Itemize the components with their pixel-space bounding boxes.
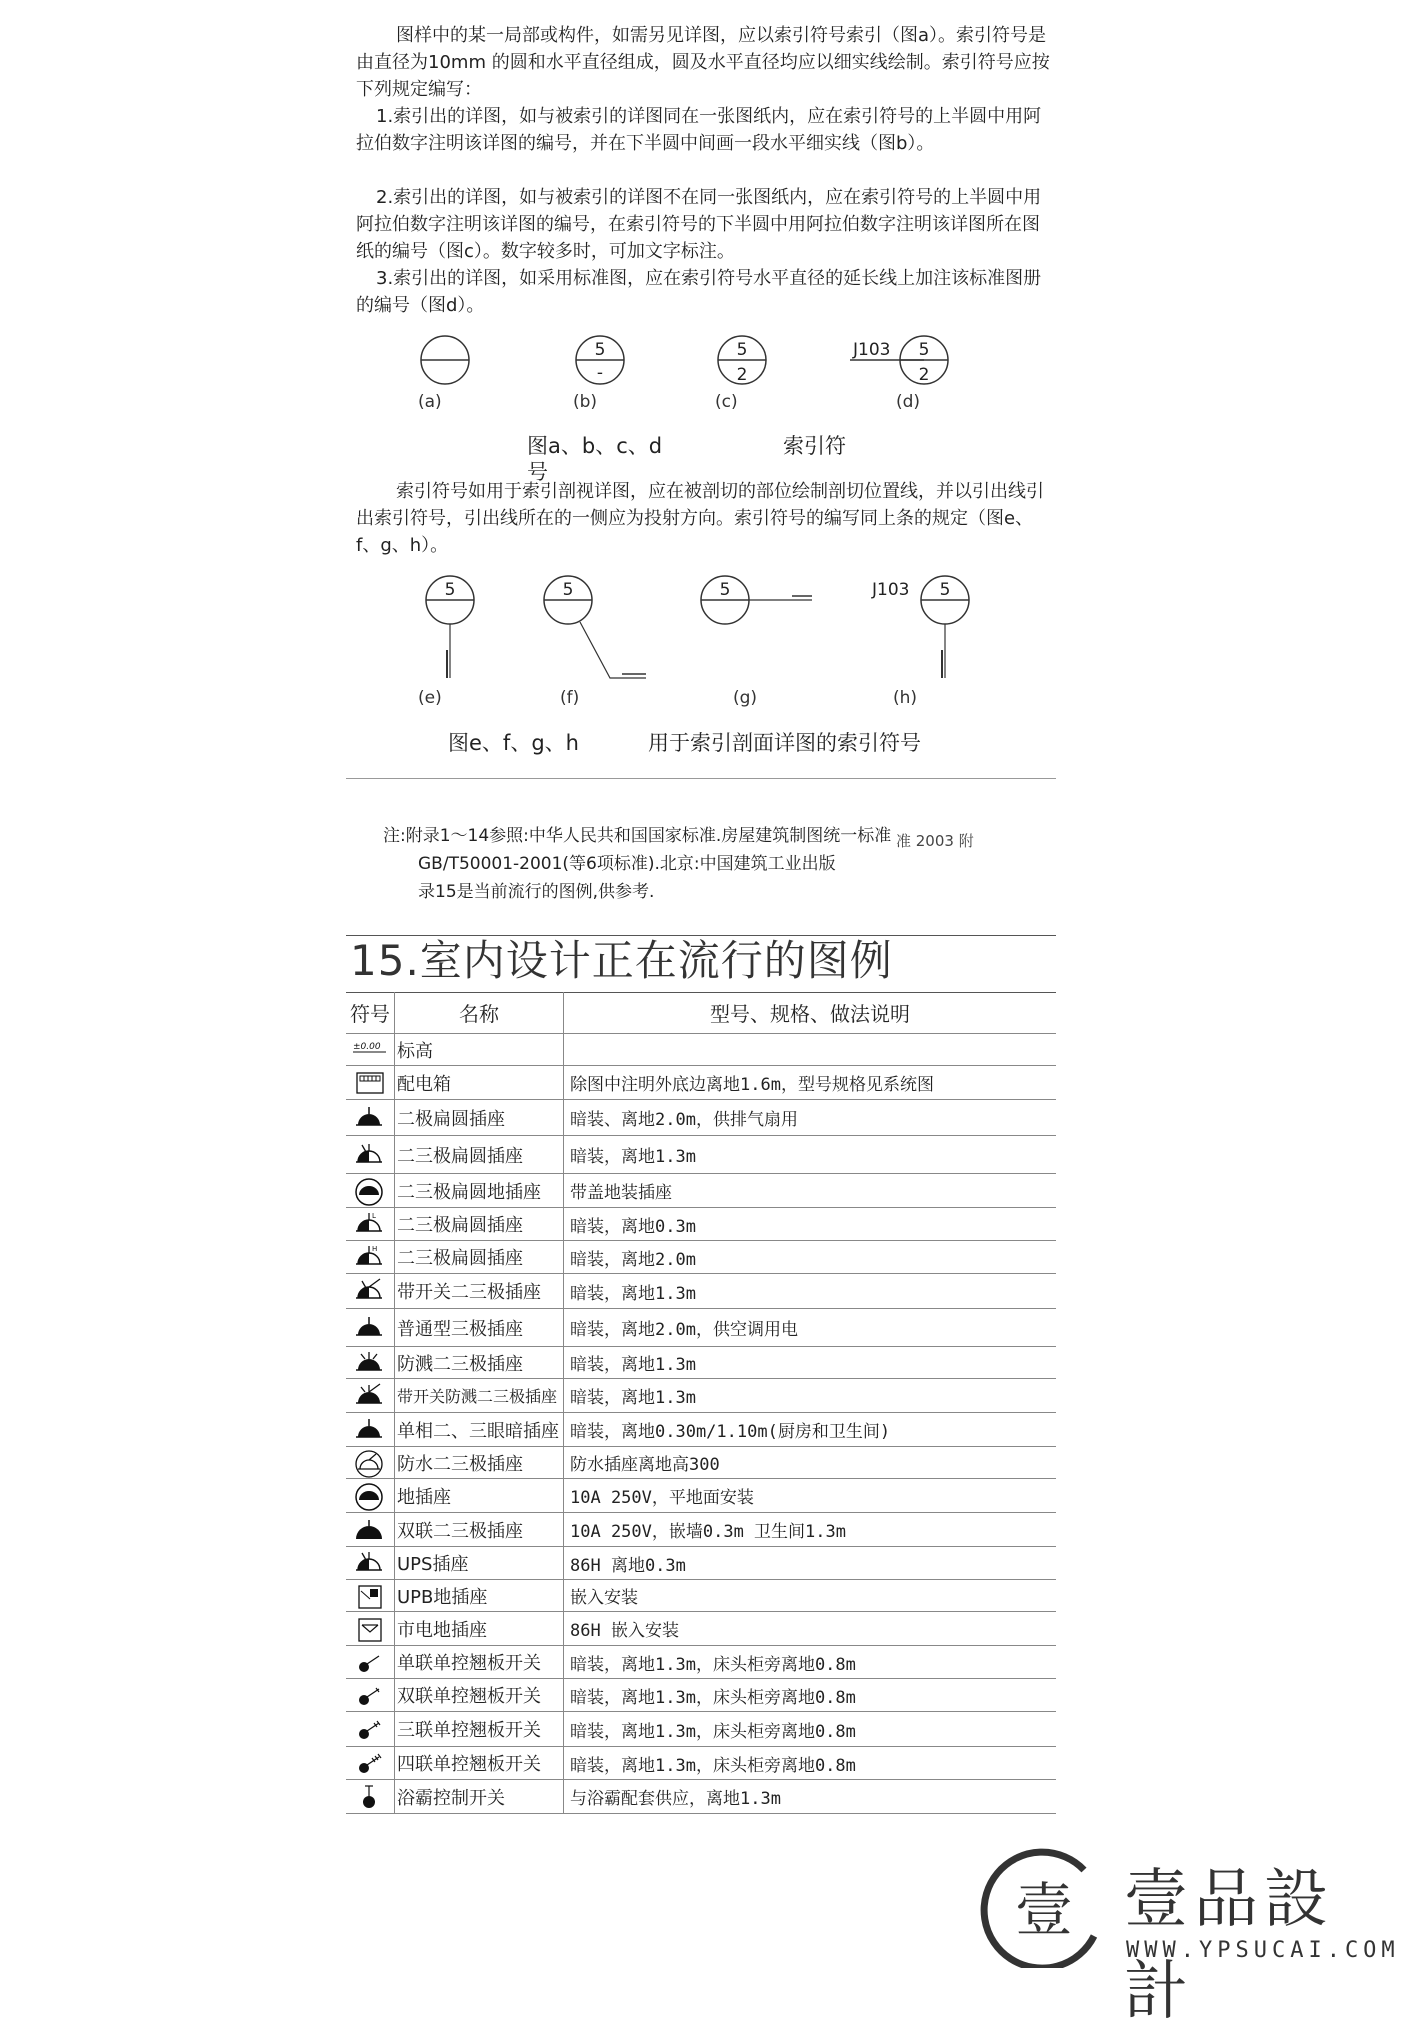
socket-high-icon [346, 1241, 395, 1274]
section-index-figure [400, 570, 980, 690]
legend-name: 市电地插座 [395, 1612, 564, 1646]
legend-row [346, 1679, 1056, 1712]
legend-spec: 除图中注明外底边离地1.6m，型号规格见系统图 [564, 1066, 1057, 1100]
legend-name: 三联单控翘板开关 [395, 1712, 564, 1747]
legend-name: 二三极扁圆地插座 [395, 1174, 564, 1208]
index-symbol-d-prefix: J103 [853, 340, 891, 360]
index-symbol-d-bottom: 2 [918, 365, 930, 385]
legend-row [346, 1612, 1056, 1646]
legend-spec: 10A 250V，平地面安装 [564, 1479, 1057, 1513]
legend-spec: 暗装，离地1.3m，床头柜旁离地0.8m [564, 1679, 1057, 1712]
index-symbol-e [426, 576, 474, 678]
legend-spec: 暗装、离地2.0m，供排气扇用 [564, 1100, 1057, 1136]
legend-spec: 带盖地装插座 [564, 1174, 1057, 1208]
index-symbol-f [544, 576, 646, 678]
legend-row [346, 1580, 1056, 1612]
legend-name: 带开关二三极插座 [395, 1274, 564, 1309]
header-spec: 型号、规格、做法说明 [564, 992, 1057, 1034]
index-symbol-e-num: 5 [444, 580, 456, 600]
legend-row [346, 1309, 1056, 1347]
legend-row [346, 1547, 1056, 1580]
intro-paragraph-2: 1.索引出的详图，如与被索引的详图同在一张图纸内，应在索引符号的上半圆中用阿拉伯数字注明该详图的编号，并在下半圆中间画一段水平细实线（图b）。 [356, 106, 1042, 154]
legend-row [346, 1747, 1056, 1780]
bath-heater-switch-icon [346, 1780, 395, 1814]
legend-spec: 暗装，离地1.3m，床头柜旁离地0.8m [564, 1646, 1057, 1679]
figure-1-title-left: 图a、b、c、d [527, 434, 663, 458]
splashproof-socket-icon [346, 1347, 395, 1379]
caption-g: (g) [733, 688, 758, 708]
legend-name: 防溅二三极插座 [395, 1347, 564, 1379]
legend-spec: 暗装，离地1.3m，床头柜旁离地0.8m [564, 1712, 1057, 1747]
legend-name: 二极扁圆插座 [395, 1100, 564, 1136]
note-line-1-overlap: 准 2003 附 [896, 832, 974, 850]
svg-text:±0.00: ±0.00 [353, 1041, 381, 1052]
note-line-3: 录15是当前流行的图例,供参考. [418, 882, 655, 902]
svg-text:H: H [372, 1245, 378, 1253]
watermark-logo-icon [976, 1848, 1116, 1968]
watermark-url: WWW.YPSUCAI.COM [1126, 1938, 1400, 1963]
section-title: 15.室内设计正在流行的图例 [350, 936, 893, 985]
caption-c: (c) [715, 392, 738, 412]
legend-name: 二三极扁圆插座 [395, 1136, 564, 1174]
switch-1gang-icon [346, 1646, 395, 1679]
legend-name: 单相二、三眼暗插座 [395, 1413, 564, 1447]
legend-spec [564, 1034, 1057, 1066]
switched-splashproof-socket-icon [346, 1379, 395, 1413]
legend-name: 带开关防溅二三极插座 [395, 1379, 564, 1413]
legend-name: 单联单控翘板开关 [395, 1646, 564, 1679]
watermark-logo-char: 壹 [1014, 1876, 1074, 1944]
index-symbol-h-prefix: J103 [872, 580, 910, 600]
index-symbol-h [871, 576, 969, 678]
legend-name: 浴霸控制开关 [395, 1780, 564, 1814]
switch-2gang-icon [346, 1679, 395, 1712]
ground-socket-icon [346, 1479, 395, 1513]
switched-socket-icon [346, 1274, 395, 1309]
legend-row [346, 1136, 1056, 1174]
legend-name: 二三极扁圆插座 [395, 1208, 564, 1241]
index-symbol-c-bottom: 2 [736, 365, 748, 385]
index-symbol-b [576, 336, 624, 384]
legend-row [346, 1646, 1056, 1679]
legend-header-row [346, 992, 1056, 1034]
legend-row [346, 1034, 1056, 1066]
watermark-text: 壹品設計 [1124, 1863, 1334, 2029]
legend-spec: 暗装，离地1.3m [564, 1379, 1057, 1413]
intro-paragraph-1: 图样中的某一局部或构件，如需另见详图，应以索引符号索引（图a）。索引符号是由直径为10mm 的圆和水平直径组成，圆及水平直径均应以细实线绘制。索引符号应按下列规定编写： [356, 25, 1050, 100]
legend-name: 四联单控翘板开关 [395, 1747, 564, 1780]
index-symbol-c [718, 336, 766, 385]
legend-spec: 与浴霸配套供应，离地1.3m [564, 1780, 1057, 1814]
caption-a: (a) [418, 392, 442, 412]
legend-row [346, 1479, 1056, 1513]
figure-2-title-right: 用于索引剖面详图的索引符号 [648, 731, 921, 755]
index-symbol-g-num: 5 [719, 580, 731, 600]
index-symbol-g [701, 576, 812, 624]
legend-spec: 暗装，离地2.0m，供空调用电 [564, 1309, 1057, 1347]
upb-floor-socket-icon [346, 1580, 395, 1612]
index-symbol-a [421, 336, 469, 384]
legend-spec: 86H 嵌入安装 [564, 1612, 1057, 1646]
svg-text:L: L [372, 1212, 376, 1220]
socket-2pole-icon [346, 1100, 395, 1136]
legend-row [346, 1712, 1056, 1747]
legend-spec: 暗装，离地2.0m [564, 1241, 1057, 1274]
legend-name: 防水二三极插座 [395, 1447, 564, 1479]
legend-name: 普通型三极插座 [395, 1309, 564, 1347]
legend-row [346, 1274, 1056, 1309]
legend-spec: 暗装，离地1.3m，床头柜旁离地0.8m [564, 1747, 1057, 1780]
legend-name: 配电箱 [395, 1066, 564, 1100]
index-symbol-f-num: 5 [562, 580, 574, 600]
legend-spec: 10A 250V，嵌墙0.3m 卫生间1.3m [564, 1513, 1057, 1547]
legend-row [346, 1174, 1056, 1208]
legend-row [346, 1513, 1056, 1547]
legend-spec: 暗装，离地1.3m [564, 1347, 1057, 1379]
index-symbol-b-top: 5 [594, 340, 606, 360]
ups-socket-icon [346, 1547, 395, 1580]
intro-paragraph-5: 索引符号如用于索引剖视详图，应在被剖切的部位绘制剖切位置线，并以引出线引出索引符号，引出线所在的一侧应为投射方向。索引符号的编写同上条的规定（图e、f、g、h）。 [356, 481, 1044, 556]
legend-row [346, 1447, 1056, 1479]
legend-spec: 暗装，离地0.30m/1.10m(厨房和卫生间) [564, 1413, 1057, 1447]
switch-4gang-icon [346, 1747, 395, 1780]
elevation-icon [346, 1034, 395, 1066]
legend-name: 标高 [395, 1034, 564, 1066]
legend-row [346, 1208, 1056, 1241]
caption-d: (d) [896, 392, 921, 412]
index-symbol-c-top: 5 [736, 340, 748, 360]
legend-name: UPB地插座 [395, 1580, 564, 1612]
legend-spec: 防水插座离地高300 [564, 1447, 1057, 1479]
legend-row [346, 1066, 1056, 1100]
legend-name: 地插座 [395, 1479, 564, 1513]
legend-spec: 暗装，离地1.3m [564, 1274, 1057, 1309]
caption-b: (b) [573, 392, 598, 412]
legend-row [346, 1780, 1056, 1814]
distribution-box-icon [346, 1066, 395, 1100]
socket-23pole-icon [346, 1136, 395, 1174]
header-symbol: 符号 [346, 992, 395, 1034]
legend-name: 双联单控翘板开关 [395, 1679, 564, 1712]
legend-name: 双联二三极插座 [395, 1513, 564, 1547]
legend-row [346, 1100, 1056, 1136]
switch-3gang-icon [346, 1712, 395, 1747]
intro-paragraph-4: 3.索引出的详图，如采用标准图，应在索引符号水平直径的延长线上加注该标准图册的编号（图d）。 [356, 268, 1042, 316]
socket-3pole-icon [346, 1309, 395, 1347]
legend-name: 二三极扁圆插座 [395, 1241, 564, 1274]
index-symbol-d-top: 5 [918, 340, 930, 360]
socket-low-icon [346, 1208, 395, 1241]
note-line-2: GB/T50001-2001(等6项标准).北京:中国建筑工业出版 [418, 854, 836, 874]
figure-2-title-left: 图e、f、g、h [448, 731, 579, 755]
index-symbol-b-bottom: - [596, 363, 604, 383]
legend-spec: 86H 离地0.3m [564, 1547, 1057, 1580]
index-symbol-d [850, 336, 948, 385]
legend-row [346, 1413, 1056, 1447]
caption-f: (f) [560, 688, 580, 708]
intro-paragraph-3: 2.索引出的详图，如与被索引的详图不在同一张图纸内，应在索引符号的上半圆中用阿拉伯数字注明该详图的编号，在索引符号的下半圆中用阿拉伯数字注明该详图所在图纸的编号（图c）。数字较多时，可加文字标注。 [356, 187, 1042, 262]
floor-socket-icon [346, 1174, 395, 1208]
figure-1-title-wrap: 号 [527, 460, 548, 484]
index-symbol-h-num: 5 [939, 580, 951, 600]
legend-table [346, 992, 1056, 1814]
mains-floor-socket-icon [346, 1612, 395, 1646]
legend-row [346, 1379, 1056, 1413]
note-line-1: 注:附录1～14参照:中华人民共和国国家标准.房屋建筑制图统一标准 [383, 826, 892, 846]
legend-spec: 暗装，离地1.3m [564, 1136, 1057, 1174]
waterproof-socket-icon [346, 1447, 395, 1479]
figure-1-title-right: 索引符 [783, 434, 846, 458]
caption-e: (e) [418, 688, 442, 708]
legend-spec: 嵌入安装 [564, 1580, 1057, 1612]
header-name: 名称 [395, 992, 564, 1034]
legend-row [346, 1241, 1056, 1274]
legend-name: UPS插座 [395, 1547, 564, 1580]
caption-h: (h) [893, 688, 918, 708]
legend-row [346, 1347, 1056, 1379]
divider-top [346, 778, 1056, 779]
double-socket-icon [346, 1513, 395, 1547]
legend-spec: 暗装，离地0.3m [564, 1208, 1057, 1241]
single-phase-socket-icon [346, 1413, 395, 1447]
